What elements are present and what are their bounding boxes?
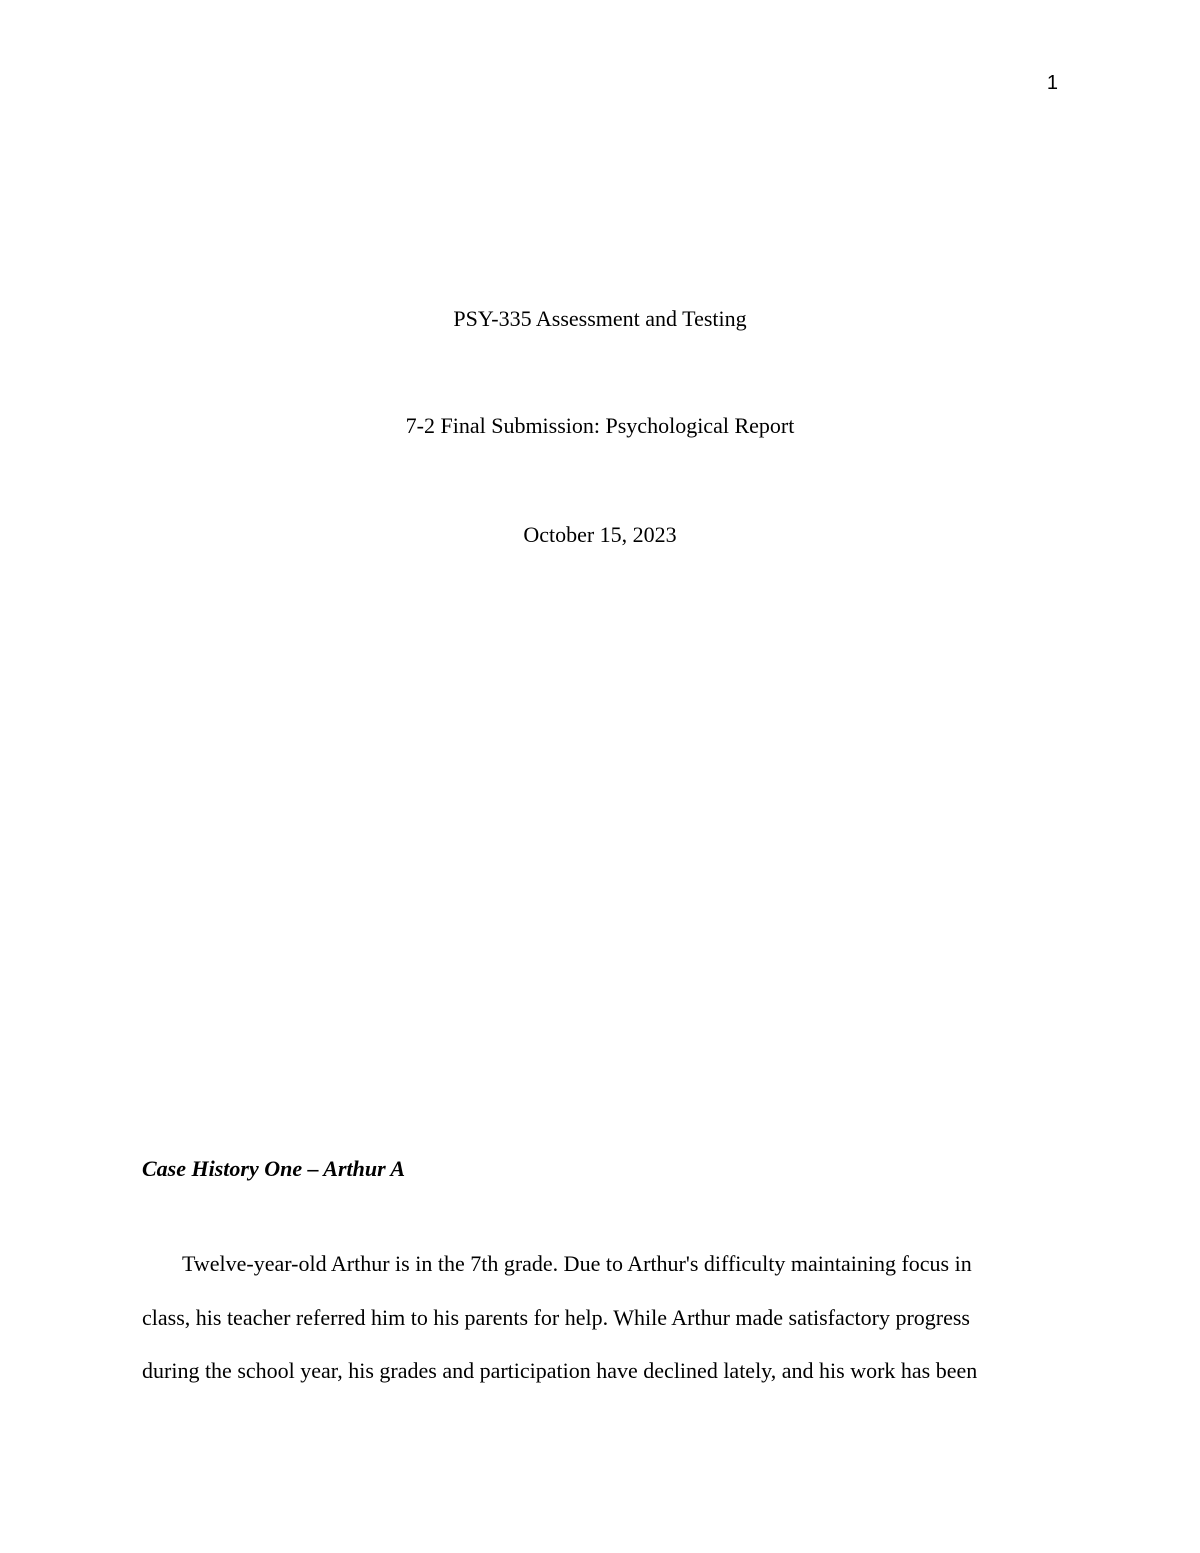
paragraph-line: class, his teacher referred him to his parents for help. While Arthur made satisfactory progress <box>142 1305 970 1330</box>
submission-date: October 15, 2023 <box>523 522 677 547</box>
section-heading: Case History One – Arthur A <box>142 1156 406 1181</box>
paragraph-line: Twelve-year-old Arthur is in the 7th grade. Due to Arthur's difficulty maintaining focus in <box>182 1251 972 1276</box>
page-number: 1 <box>1046 72 1058 94</box>
paragraph-line: during the school year, his grades and participation have declined lately, and his work has been <box>142 1358 978 1383</box>
course-title: PSY-335 Assessment and Testing <box>453 306 747 331</box>
assignment-title: 7-2 Final Submission: Psychological Report <box>405 413 795 438</box>
